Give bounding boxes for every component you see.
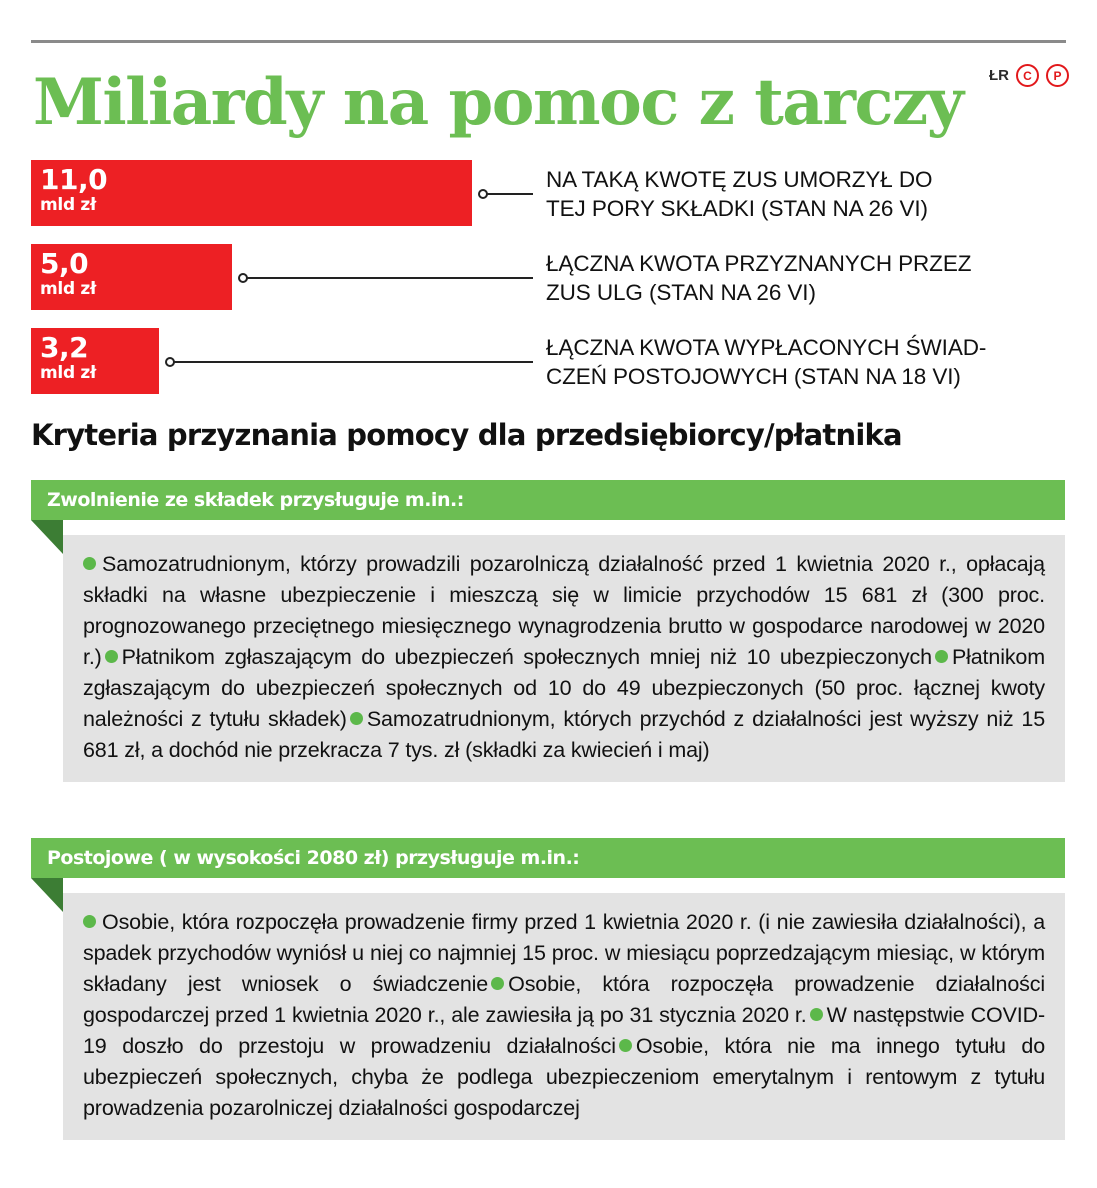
- criteria-item: Osobie, która rozpoczęła prowadzenie działalności gospodarczej przed 1 kwietnia 2020 r., ale zawiesiła ją po 31 stycznia 2020 r.: [83, 972, 1045, 1027]
- bar-row: [0, 160, 1097, 234]
- section-title: Kryteria przyznania pomocy dla przedsiębiorcy/płatnika: [31, 418, 902, 452]
- block-body: [63, 893, 1065, 1140]
- block-body: [63, 535, 1065, 782]
- bar-unit: mld zł: [40, 279, 97, 299]
- criteria-item: Samozatrudnionym, których przychód z działalności jest wyższy niż 15 681 zł, a dochód nie przekracza 7 tys. zł (składki za kwiecień i maj): [83, 707, 1045, 762]
- copyright-icon: C: [1016, 64, 1039, 87]
- bullet-icon: [810, 1008, 823, 1021]
- banner-fold-decoration: [31, 878, 63, 912]
- leader-line: [170, 361, 533, 363]
- leader-dot-icon: [478, 189, 488, 199]
- block-paragraph: [83, 549, 1045, 766]
- page-title: Miliardy na pomoc z tarczy: [33, 65, 963, 140]
- bar-value: 11,0: [40, 163, 108, 196]
- bullet-icon: [350, 712, 363, 725]
- criteria-item: Osobie, która rozpoczęła prowadzenie firmy przed 1 kwietnia 2020 r. (i nie zawiesiła działalności), a spadek przychodów wyniósł u niej co najmniej 15 proc. w miesiącu poprzedzającym miesiąc, w którym składany jest wniosek o świadczenie: [83, 910, 1045, 996]
- published-icon: P: [1046, 64, 1069, 87]
- leader-line: [483, 193, 533, 195]
- criteria-item: Samozatrudnionym, którzy prowadzili pozarolniczą działalność przed 1 kwietnia 2020 r., opłacają składki na własne ubezpieczenie i mieszczą się w limicie przychodów 15 681 zł (300 proc. prognozowanego przeciętnego miesięcznego wynagrodzenia brutto w gospodarce narodowej w 2020 r.): [83, 552, 1045, 669]
- leader-dot-icon: [238, 273, 248, 283]
- leader-line: [243, 277, 533, 279]
- bullet-icon: [935, 650, 948, 663]
- bar-label: [546, 249, 1076, 307]
- byline-initials: ŁR: [989, 67, 1009, 84]
- bar-value-block: [31, 328, 159, 394]
- bar-row: [0, 244, 1097, 318]
- top-divider-rule: [31, 40, 1066, 43]
- block-banner: Zwolnienie ze składek przysługuje m.in.:: [31, 480, 1065, 520]
- bullet-icon: [105, 650, 118, 663]
- bar-label-line: ŁĄCZNA KWOTA WYPŁACONYCH ŚWIAD-: [546, 335, 987, 360]
- bar-label: [546, 165, 1076, 223]
- bullet-icon: [491, 977, 504, 990]
- credits: [989, 64, 1069, 87]
- bar-row: [0, 328, 1097, 402]
- block-banner: Postojowe ( w wysokości 2080 zł) przysługuje m.in.:: [31, 838, 1065, 878]
- criteria-item: Osobie, która nie ma innego tytułu do ubezpieczeń społecznych, chyba że podlega ubezpieczeniom emerytalnym i rentowym z tytułu prowadzenia pozarolniczej działalności gospodarczej: [83, 1034, 1045, 1120]
- bar-label-line: ZUS ULG (STAN NA 26 VI): [546, 280, 816, 305]
- bar-label-line: NA TAKĄ KWOTĘ ZUS UMORZYŁ DO: [546, 167, 933, 192]
- criteria-item: Płatnikom zgłaszającym do ubezpieczeń społecznych mniej niż 10 ubezpieczonych: [121, 645, 932, 669]
- bar-value-block: [31, 160, 472, 226]
- bullet-icon: [619, 1039, 632, 1052]
- bar-unit: mld zł: [40, 363, 97, 383]
- block-paragraph: [83, 907, 1045, 1124]
- banner-fold-decoration: [31, 520, 63, 554]
- bar-value: 3,2: [40, 331, 89, 364]
- bar-value: 5,0: [40, 247, 89, 280]
- bar-label-line: TEJ PORY SKŁADKI (STAN NA 26 VI): [546, 196, 928, 221]
- bar-label-line: ŁĄCZNA KWOTA PRZYZNANYCH PRZEZ: [546, 251, 972, 276]
- bar-chart: [0, 160, 1097, 412]
- criteria-item: W następstwie COVID-19 doszło do przestoju w prowadzeniu działalności: [83, 1003, 1045, 1058]
- leader-dot-icon: [165, 357, 175, 367]
- criteria-item: Płatnikom zgłaszającym do ubezpieczeń społecznych od 10 do 49 ubezpieczonych (50 proc. łącznej kwoty należności z tytułu składek): [83, 645, 1045, 731]
- bar-unit: mld zł: [40, 195, 97, 215]
- bar-value-block: [31, 244, 232, 310]
- bullet-icon: [83, 915, 96, 928]
- bar-label-line: CZEŃ POSTOJOWYCH (STAN NA 18 VI): [546, 364, 961, 389]
- bar-label: [546, 333, 1076, 391]
- bullet-icon: [83, 557, 96, 570]
